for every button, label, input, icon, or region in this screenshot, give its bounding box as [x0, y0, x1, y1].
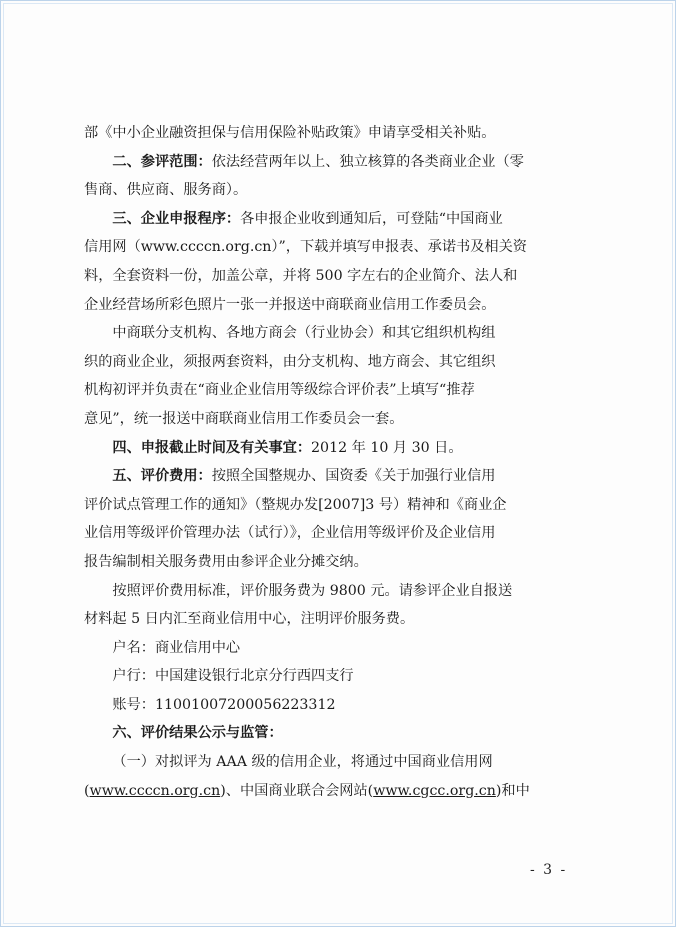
section-heading: 六、评价结果公示与监管：	[112, 725, 283, 742]
account-number-row	[84, 691, 581, 720]
paragraph-results	[84, 748, 581, 805]
section-deadline	[84, 434, 581, 463]
section-procedure-line-3: 料，全套资料一份，加盖公章，并将 500 字左右的企业简介、法人和	[84, 267, 518, 284]
section-fees-line-4: 报告编制相关服务费用由参评企业分摊交纳。	[84, 553, 368, 570]
section-scope-line-2: 售商、供应商、服务商）。	[84, 182, 248, 199]
section-results	[84, 719, 581, 748]
section-deadline-line	[84, 434, 581, 463]
account-bank-label: 户行：	[112, 668, 155, 685]
section-procedure	[84, 205, 581, 319]
paragraph-continuation	[84, 119, 581, 148]
section-fees-line-3: 业信用等级评价管理办法（试行）》，企业信用等级评价及企业信用	[84, 525, 496, 542]
paragraph-fee-line-1: 按照评价费用标准，评价服务费为 9800 元。请参评企业自报送	[112, 582, 513, 599]
text-line: 部《中小企业融资担保与信用保险补贴政策》申请享受相关补贴。	[84, 125, 496, 141]
section-procedure-line-2: 信用网（www.ccccn.org.cn）”，下载并填写申报表、承诺书及相关资	[84, 239, 527, 256]
paragraph-branch-line-4: 意见”，统一报送中商联商业信用工作委员会一套。	[84, 410, 404, 427]
account-number-value: 11001007200056223312	[154, 696, 336, 713]
account-info	[84, 634, 581, 720]
paragraph-fee-standard	[84, 577, 581, 634]
paragraph-branch	[84, 319, 581, 433]
section-text: 依法经营两年以上、独立核算的各类商业企业（零	[211, 153, 524, 170]
link-separator: )、中国商业联合会网站(	[220, 782, 374, 799]
line-tail: )和中	[495, 782, 530, 799]
account-name-label: 户名：	[112, 639, 155, 656]
section-fees-line-2: 评价试点管理工作的通知》（整规办发[2007]3 号）精神和《商业企	[84, 496, 507, 513]
section-scope	[84, 148, 581, 205]
section-text: 按照全国整规办、国资委《关于加强行业信用	[211, 468, 496, 485]
paren-open: (	[84, 782, 90, 799]
section-fees-line-1	[84, 462, 581, 491]
page-number: - 3 -	[530, 862, 568, 878]
paragraph-fee-line-2: 材料起 5 日内汇至商业信用中心，注明评价服务费。	[84, 611, 415, 628]
section-scope-line-1	[84, 148, 581, 177]
paragraph-results-line-2	[84, 777, 581, 806]
section-heading: 五、评价费用：	[112, 468, 212, 485]
account-name-row	[84, 634, 581, 663]
paragraph-branch-line-3: 机构初评并负责在“商业企业信用等级综合评价表”上填写“推荐	[84, 382, 475, 399]
ccccn-link[interactable]: www.ccccn.org.cn	[89, 782, 221, 799]
account-bank-row	[84, 662, 581, 691]
section-text: 各申报企业收到通知后，可登陆“中国商业	[240, 210, 503, 227]
section-procedure-line-1	[84, 205, 581, 234]
section-heading: 四、申报截止时间及有关事宜：	[112, 439, 312, 456]
account-bank-value: 中国建设银行北京分行西四支行	[154, 668, 354, 685]
paragraph-branch-line-2: 织的商业企业，须报两套资料，由分支机构、地方商会、其它组织	[84, 353, 496, 370]
account-number-label: 账号：	[112, 696, 155, 713]
account-name-value: 商业信用中心	[154, 639, 241, 656]
paragraph-branch-line-1: 中商联分支机构、各地方商会（行业协会）和其它组织机构组	[112, 325, 496, 342]
section-fees	[84, 462, 581, 576]
section-heading: 三、企业申报程序：	[112, 210, 241, 227]
section-procedure-line-4: 企业经营场所彩色照片一张一并报送中商联商业信用工作委员会。	[84, 296, 496, 313]
document-body	[84, 119, 581, 805]
cgcc-link[interactable]: www.cgcc.org.cn	[373, 782, 496, 799]
section-heading: 二、参评范围：	[112, 153, 212, 170]
section-text: 2012 年 10 月 30 日。	[311, 439, 463, 456]
paragraph-results-line-1: （一）对拟评为 AAA 级的信用企业，将通过中国商业信用网	[112, 754, 493, 771]
